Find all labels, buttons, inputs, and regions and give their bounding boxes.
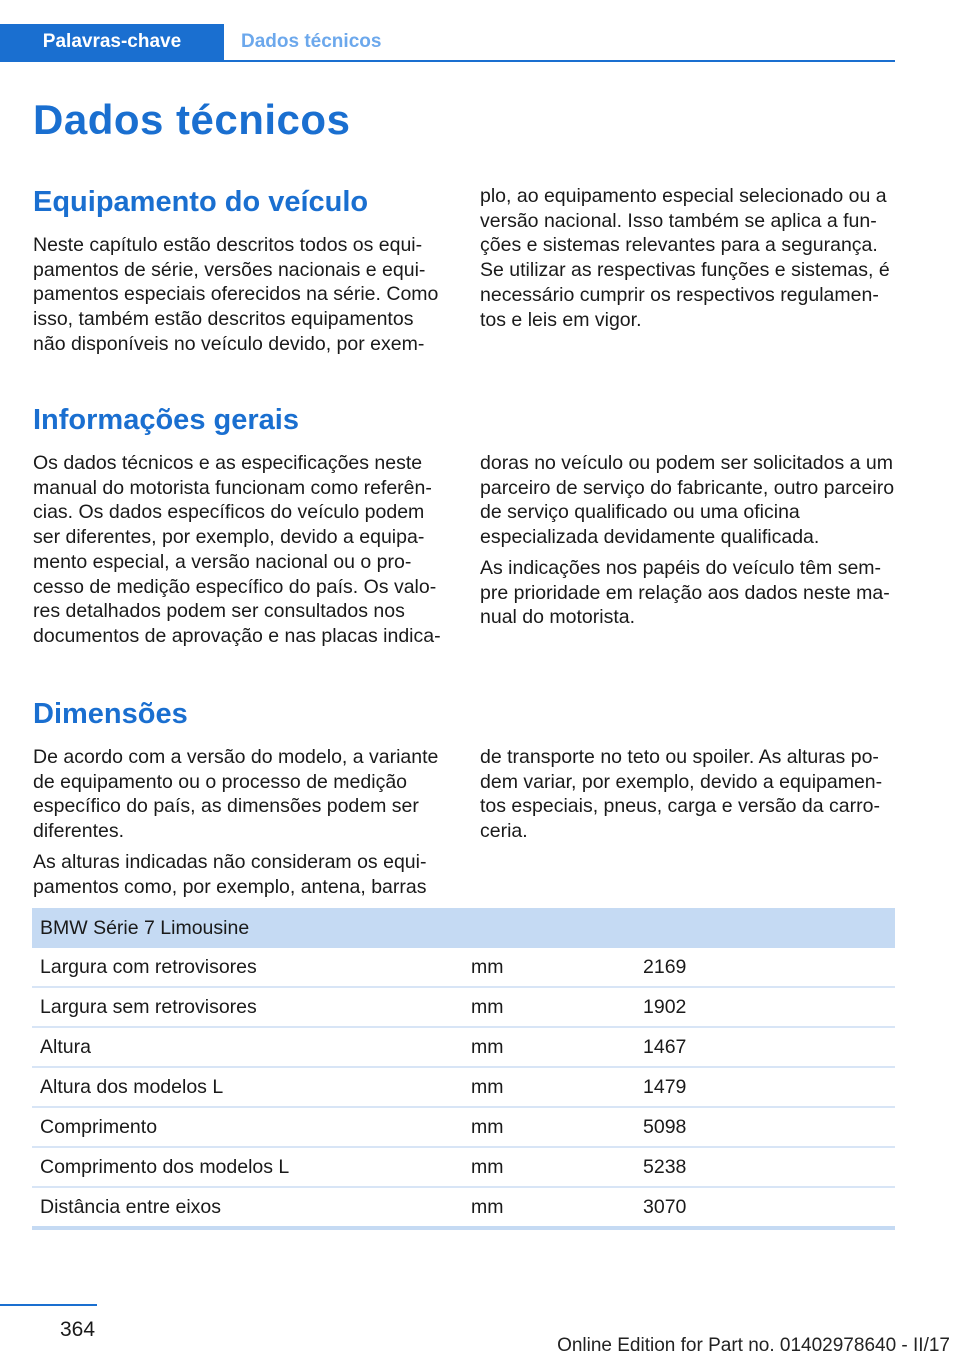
tab-technical-data[interactable]: Dados técnicos — [241, 31, 382, 52]
dimension-name: Altura dos modelos L — [32, 1067, 463, 1107]
page-number-rule — [0, 1304, 97, 1306]
dimension-name: Largura sem retrovisores — [32, 987, 463, 1027]
dimension-unit: mm — [463, 948, 635, 987]
table-row — [32, 1147, 895, 1187]
section-heading-dimensions: Dimensões — [33, 698, 188, 730]
table-header-row — [32, 908, 895, 948]
dimension-unit: mm — [463, 1027, 635, 1067]
table-row — [32, 1027, 895, 1067]
table-title: BMW Série 7 Limousine — [32, 908, 895, 948]
dimension-unit: mm — [463, 1147, 635, 1187]
section-2-right-column — [480, 451, 895, 636]
table-row — [32, 1067, 895, 1107]
table-row — [32, 1107, 895, 1147]
table-row — [32, 948, 895, 987]
edition-footer: Online Edition for Part no. 01402978640 - II/17 — [557, 1335, 950, 1356]
table-row — [32, 1187, 895, 1228]
dimension-value: 3070 — [635, 1187, 895, 1228]
paragraph: Neste capítulo estão descritos todos os equi-pamentos de série, versões nacionais e equi-pamentos especiais oferecidos na série. Como isso, também estão descritos equipamentos não disponíveis no veículo devido, por exem- — [33, 234, 439, 355]
tab-keywords[interactable]: Palavras-chave — [0, 24, 224, 60]
section-3-right-column — [480, 745, 895, 850]
dimension-value: 5098 — [635, 1107, 895, 1147]
dimension-name: Largura com retrovisores — [32, 948, 463, 987]
dimension-unit: mm — [463, 1107, 635, 1147]
section-1-right-column — [480, 184, 895, 338]
paragraph: Os dados técnicos e as especificações neste manual do motorista funcionam como referên-cias. Os dados específicos do veículo podem ser diferentes, por exemplo, devido a equipa-mento especial, a versão nacional ou o pro-cesso de medição específico do país. Os valo-res detalhados podem ser consultados nos documentos de aprovação e nas placas indica- — [33, 452, 441, 647]
dimension-unit: mm — [463, 987, 635, 1027]
section-3-left-column — [33, 745, 448, 905]
page-title: Dados técnicos — [33, 96, 351, 143]
dimension-name: Comprimento dos modelos L — [32, 1147, 463, 1187]
paragraph: de transporte no teto ou spoiler. As alturas po-dem variar, por exemplo, devido a equipamen-tos especiais, pneus, carga e versão da carro-ceria. — [480, 746, 883, 843]
header-tabs — [0, 24, 895, 62]
dimension-value: 5238 — [635, 1147, 895, 1187]
paragraph: plo, ao equipamento especial selecionado ou a versão nacional. Isso também se aplica a fun-ções e sistemas relevantes para a segurança. Se utilizar as respectivas funções e sistemas, é necessário cumprir os respectivos regulamen-tos e leis em vigor. — [480, 185, 890, 331]
paragraph: doras no veículo ou podem ser solicitados a um parceiro de serviço do fabricante, outro parceiro de serviço qualificado ou uma oficina especializada devidamente qualificada. — [480, 452, 895, 549]
section-1-left-column — [33, 233, 448, 363]
paragraph: As indicações nos papéis do veículo têm sem-pre prioridade em relação aos dados neste ma-nual do motorista. — [480, 556, 890, 629]
dimension-unit: mm — [463, 1067, 635, 1107]
dimension-unit: mm — [463, 1187, 635, 1228]
dimension-value: 1902 — [635, 987, 895, 1027]
dimension-name: Altura — [32, 1027, 463, 1067]
dimension-name: Comprimento — [32, 1107, 463, 1147]
page-number: 364 — [60, 1318, 96, 1341]
dimension-name: Distância entre eixos — [32, 1187, 463, 1228]
section-2-left-column — [33, 451, 448, 655]
dimension-value: 2169 — [635, 948, 895, 987]
paragraph: As alturas indicadas não consideram os equi-pamentos como, por exemplo, antena, barras — [33, 850, 427, 898]
dimensions-table — [32, 908, 895, 1230]
table-row — [32, 987, 895, 1027]
section-heading-vehicle-equipment: Equipamento do veículo — [33, 186, 369, 218]
dimension-value: 1479 — [635, 1067, 895, 1107]
section-heading-general-info: Informações gerais — [33, 404, 299, 436]
dimension-value: 1467 — [635, 1027, 895, 1067]
header-rule — [0, 60, 895, 62]
paragraph: De acordo com a versão do modelo, a variante de equipamento ou o processo de medição específico do país, as dimensões podem ser diferentes. — [33, 746, 439, 843]
